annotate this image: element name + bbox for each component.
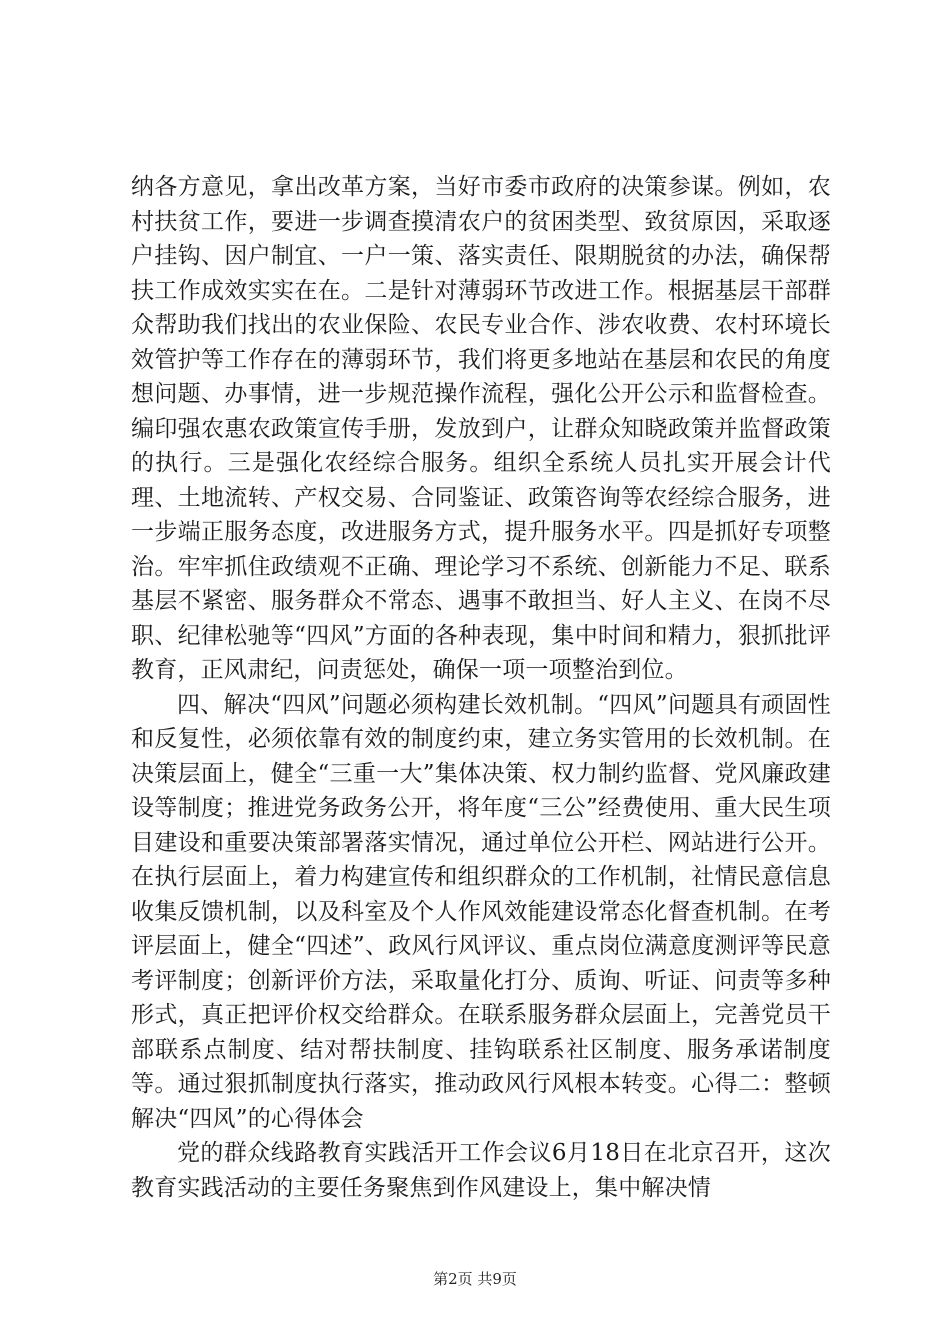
paragraph-2: 四、解决“四风”问题必须构建长效机制。“四风”问题具有顽固性和反复性，必须依靠有效的制度约束，建立务实管用的长效机制。在决策层面上，健全“三重一大”集体决策、权力制约监督、党风廉政建设等制度；推进党务政务公开，将年度“三公”经费使用、重大民生项目建设和重要决策部署落实情况，通过单位公开栏、网站进行公开。在执行层面上，着力构建宣传和组织群众的工作机制，社情民意信息收集反馈机制，以及科室及个人作风效能建设常态化督查机制。在考评层面上，健全“四述”、政风行风评议、重点岗位满意度测评等民意考评制度；创新评价方法，采取量化打分、质询、听证、问责等多种形式，真正把评价权交给群众。在联系服务群众层面上，完善党员干部联系点制度、结对帮扶制度、挂钩联系社区制度、服务承诺制度等。通过狠抓制度执行落实，推动政风行风根本转变。心得二：整顿解决“四风”的心得体会 — [131, 691, 831, 1132]
page-number: 第2页 共9页 — [433, 1270, 517, 1288]
paragraph-3: 党的群众线路教育实践活开工作会议6月18日在北京召开，这次教育实践活动的主要任务聚焦到作风建设上，集中解决情 — [131, 1140, 831, 1201]
document-body — [131, 170, 831, 1205]
paragraph-1: 纳各方意见，拿出改革方案，当好市委市政府的决策参谋。例如，农村扶贫工作，要进一步调查摸清农户的贫困类型、致贫原因，采取逐户挂钩、因户制宜、一户一策、落实责任、限期脱贫的办法，确保帮扶工作成效实实在在。二是针对薄弱环节改进工作。根据基层干部群众帮助我们找出的农业保险、农民专业合作、涉农收费、农村环境长效管护等工作存在的薄弱环节，我们将更多地站在基层和农民的角度想问题、办事情，进一步规范操作流程，强化公开公示和监督检查。编印强农惠农政策宣传手册，发放到户，让群众知晓政策并监督政策的执行。三是强化农经综合服务。组织全系统人员扎实开展会计代理、土地流转、产权交易、合同鉴证、政策咨询等农经综合服务，进一步端正服务态度，改进服务方式，提升服务水平。四是抓好专项整治。牢牢抓住政绩观不正确、理论学习不系统、创新能力不足、联系基层不紧密、服务群众不常态、遇事不敢担当、好人主义、在岗不尽职、纪律松驰等“四风”方面的各种表现，集中时间和精力，狠抓批评教育，正风肃纪，问责惩处，确保一项一项整治到位。 — [131, 174, 831, 683]
